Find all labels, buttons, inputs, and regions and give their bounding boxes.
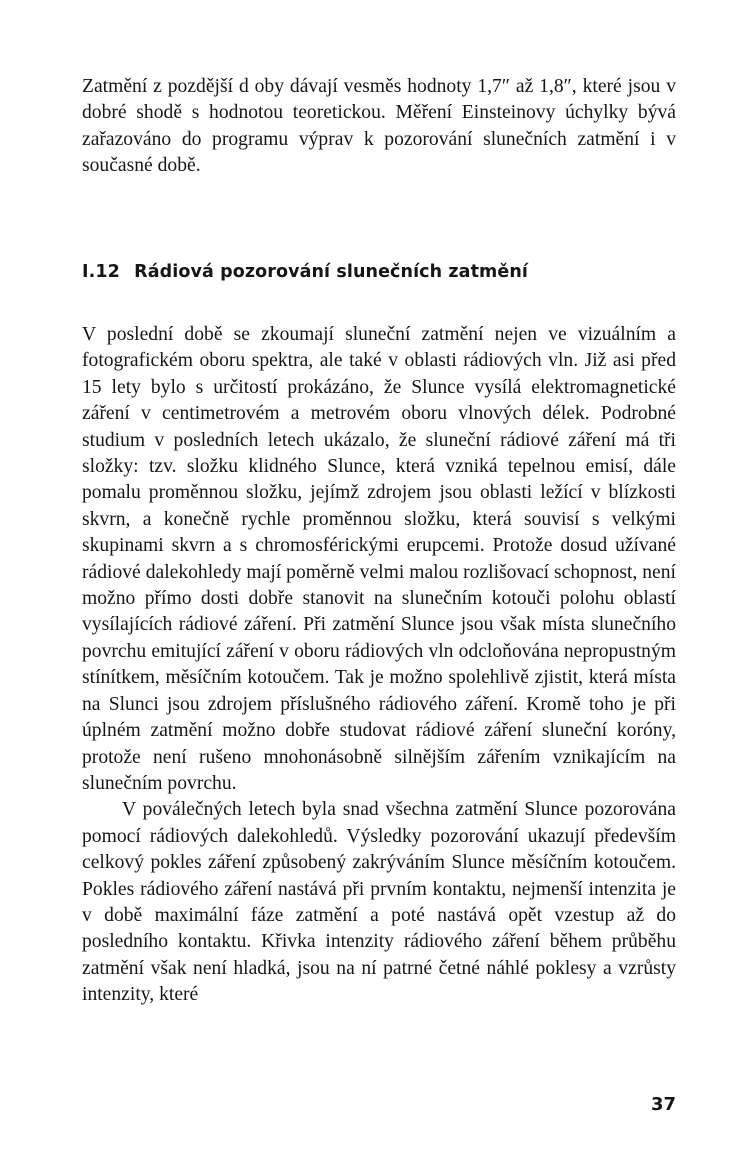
paragraph-intro: Zatmění z pozdější d oby dávají vesměs hodnoty 1,7″ až 1,8″, které jsou v dobré shodě s hodnotou teoretickou. Měření Einsteinovy úchylky bývá zařazováno do programu výprav k pozorování slunečních zatmění i v současné době. bbox=[82, 76, 676, 177]
page-number: 37 bbox=[650, 1094, 676, 1115]
book-page bbox=[82, 74, 676, 1134]
section-body bbox=[82, 322, 676, 1009]
section-heading bbox=[82, 260, 676, 284]
paragraph-radio-2: V poválečných letech byla snad všechna zatmění Slunce pozorována pomocí rádiových dalekohledů. Výsledky pozorování ukazují především celkový pokles záření způsobený zakrýváním Slunce měsíčním kotoučem. Pokles rádiového záření nastává při prvním kontaktu, nejmenší intenzita je v době maximální fáze zatmění a poté nastává opět vzestup až do posledního kontaktu. Křivka intenzity rádiového záření během průběhu zatmění však není hladká, jsou na ní patrné četné náhlé poklesy a vzrůsty intenzity, které bbox=[82, 799, 676, 1006]
paragraph-radio-1: V poslední době se zkoumají sluneční zatmění nejen ve vizuálním a fotografickém oboru spektra, ale také v oblasti rádiových vln. Již asi před 15 lety bylo s určitostí prokázáno, že Slunce vysílá elektromagnetické záření v centimetrovém a metrovém oboru vlnových délek. Podrobné studium v posledních letech ukázalo, že sluneční rádiové záření má tři složky: tzv. složku klidného Slunce, která vzniká tepelnou emisí, dále pomalu proměnnou složku, jejímž zdrojem jsou oblasti ležící v blízkosti skvrn, a konečně rychle proměnnou složku, která souvisí s velkými skupinami skvrn a s chromosférickými erupcemi. Protože dosud užívané rádiové dalekohledy mají poměrně velmi malou rozlišovací schopnost, není možno přímo dosti dobře stanovit na slunečním kotouči polohu oblastí vysílajících rádiové záření. Při zatmění Slunce jsou však místa slunečního povrchu emitující záření v oboru rádiových vln odcloňována nepropustným stínítkem, měsíčním kotoučem. Tak je možno spolehlivě zjistit, která místa na Slunci jsou zdrojem příslušného rádiového záření. Kromě toho je při úplném zatmění možno dobře studovat rádiové záření sluneční koróny, protože není rušeno mnohonásobně silnějším zářením vznikajícím na slunečním povrchu. bbox=[82, 324, 676, 794]
section-title: Rádiová pozorování slunečních zatmění bbox=[134, 262, 529, 282]
section-number: I.12 bbox=[82, 262, 120, 282]
